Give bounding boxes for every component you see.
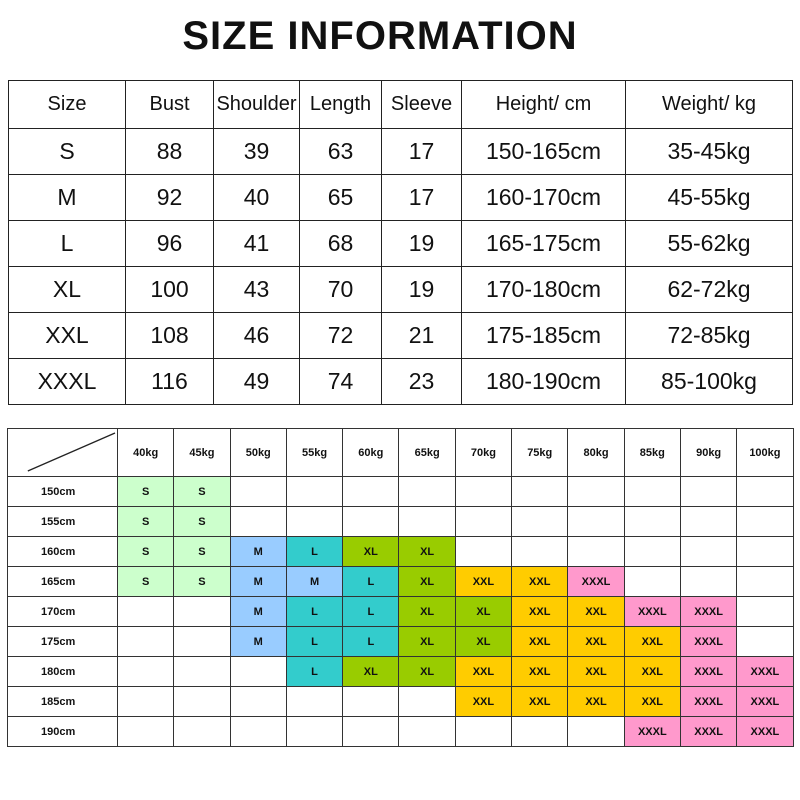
fit-chart-cell: S	[174, 537, 230, 567]
fit-chart-cell: XL	[399, 627, 455, 657]
fit-chart-cell	[624, 477, 680, 507]
size-table-cell: XXXL	[9, 359, 126, 405]
fit-chart-cell: M	[230, 627, 286, 657]
fit-chart-cell	[680, 477, 736, 507]
page-title: SIZE INFORMATION	[182, 14, 578, 58]
fit-chart-row	[8, 567, 794, 597]
fit-chart-cell: XXXL	[737, 717, 793, 747]
fit-chart-cell: S	[118, 477, 174, 507]
size-table-cell: 55-62kg	[626, 221, 793, 267]
fit-chart-cell: M	[230, 567, 286, 597]
size-table-cell: 70	[300, 267, 382, 313]
fit-chart-cell: S	[118, 537, 174, 567]
size-table-cell: 180-190cm	[462, 359, 626, 405]
size-table-cell: 63	[300, 129, 382, 175]
height-label-cell: 180cm	[8, 657, 118, 687]
fit-chart-cell: XXXL	[680, 717, 736, 747]
fit-chart-cell: L	[343, 627, 399, 657]
fit-chart-cell: L	[286, 537, 342, 567]
weight-header-cell: 50kg	[230, 429, 286, 477]
weight-header-cell: 85kg	[624, 429, 680, 477]
fit-chart-cell	[118, 687, 174, 717]
weight-header-cell: 65kg	[399, 429, 455, 477]
fit-chart-cell	[680, 567, 736, 597]
size-table-cell: 165-175cm	[462, 221, 626, 267]
size-table-cell: 100	[126, 267, 214, 313]
fit-chart-cell: XXL	[512, 627, 568, 657]
size-table-cell: 85-100kg	[626, 359, 793, 405]
size-table-header-row	[9, 81, 793, 129]
size-table-cell: 108	[126, 313, 214, 359]
size-table-cell: 21	[382, 313, 462, 359]
fit-chart-cell: XXL	[512, 657, 568, 687]
fit-chart-cell	[343, 717, 399, 747]
fit-chart-cell	[174, 717, 230, 747]
fit-chart-cell	[737, 537, 793, 567]
size-table-cell: 88	[126, 129, 214, 175]
fit-chart-cell: XXXL	[624, 717, 680, 747]
fit-chart-row	[8, 627, 794, 657]
size-table-cell: 96	[126, 221, 214, 267]
size-fit-chart	[7, 428, 794, 747]
fit-chart-cell	[568, 477, 624, 507]
size-table-cell: 45-55kg	[626, 175, 793, 221]
size-table-cell: 49	[214, 359, 300, 405]
size-information-table	[8, 80, 793, 405]
fit-chart-cell	[230, 717, 286, 747]
size-table-cell: 17	[382, 129, 462, 175]
weight-header-cell: 90kg	[680, 429, 736, 477]
fit-chart-cell	[174, 627, 230, 657]
fit-chart-cell	[230, 477, 286, 507]
fit-chart-cell	[174, 687, 230, 717]
fit-chart-cell	[512, 537, 568, 567]
size-table-cell: 41	[214, 221, 300, 267]
weight-header-cell: 55kg	[286, 429, 342, 477]
fit-chart-cell	[230, 687, 286, 717]
fit-chart-cell: XXL	[512, 567, 568, 597]
fit-chart-cell	[343, 507, 399, 537]
fit-chart-cell: XXL	[568, 627, 624, 657]
size-table-header-cell: Size	[9, 81, 126, 129]
fit-chart-cell	[680, 537, 736, 567]
size-table-row	[9, 129, 793, 175]
height-label-cell: 170cm	[8, 597, 118, 627]
size-table-cell: XXL	[9, 313, 126, 359]
size-table-cell: 62-72kg	[626, 267, 793, 313]
fit-chart-cell	[230, 657, 286, 687]
fit-chart-cell	[737, 507, 793, 537]
fit-chart-cell	[568, 537, 624, 567]
fit-chart-cell	[737, 627, 793, 657]
fit-chart-cell: XXL	[455, 657, 511, 687]
size-table-cell: S	[9, 129, 126, 175]
height-label-cell: 165cm	[8, 567, 118, 597]
size-table-cell: 43	[214, 267, 300, 313]
weight-header-cell: 75kg	[512, 429, 568, 477]
fit-chart-cell	[455, 477, 511, 507]
fit-chart-cell: XXL	[568, 687, 624, 717]
fit-chart-row	[8, 507, 794, 537]
fit-chart-cell: XXL	[455, 687, 511, 717]
fit-chart-row	[8, 597, 794, 627]
weight-header-cell: 45kg	[174, 429, 230, 477]
weight-header-cell: 80kg	[568, 429, 624, 477]
fit-chart-row	[8, 537, 794, 567]
height-label-cell: 175cm	[8, 627, 118, 657]
fit-chart-cell	[286, 507, 342, 537]
fit-chart-cell	[455, 717, 511, 747]
size-table-row	[9, 359, 793, 405]
fit-chart-row	[8, 717, 794, 747]
fit-chart-cell	[118, 597, 174, 627]
fit-chart-cell	[399, 477, 455, 507]
fit-chart-row	[8, 687, 794, 717]
fit-chart-cell	[399, 687, 455, 717]
fit-chart-cell: XXL	[624, 627, 680, 657]
fit-chart-cell: XL	[343, 657, 399, 687]
fit-chart-cell: XXL	[568, 657, 624, 687]
fit-chart-cell: XL	[455, 597, 511, 627]
weight-header-cell: 70kg	[455, 429, 511, 477]
fit-chart-cell	[737, 597, 793, 627]
size-table-cell: 72-85kg	[626, 313, 793, 359]
size-table-header-cell: Length	[300, 81, 382, 129]
height-label-cell: 185cm	[8, 687, 118, 717]
fit-chart-cell	[624, 537, 680, 567]
size-table-cell: 39	[214, 129, 300, 175]
fit-chart-cell	[286, 717, 342, 747]
fit-chart-cell	[118, 627, 174, 657]
size-table-header-cell: Height/ cm	[462, 81, 626, 129]
fit-chart-cell	[118, 657, 174, 687]
fit-chart-cell: XXXL	[680, 657, 736, 687]
fit-chart-cell: XL	[399, 597, 455, 627]
size-table-cell: 35-45kg	[626, 129, 793, 175]
fit-chart-cell: XXXL	[680, 687, 736, 717]
fit-chart-cell	[737, 567, 793, 597]
height-label-cell: 190cm	[8, 717, 118, 747]
weight-header-cell: 100kg	[737, 429, 793, 477]
fit-chart-cell: XL	[399, 657, 455, 687]
fit-chart-cell: M	[230, 537, 286, 567]
fit-chart-cell: M	[230, 597, 286, 627]
fit-chart-cell: XXL	[624, 657, 680, 687]
fit-chart-cell: XXXL	[568, 567, 624, 597]
fit-chart-cell: XXXL	[737, 657, 793, 687]
fit-chart-cell	[399, 507, 455, 537]
size-table-cell: 19	[382, 267, 462, 313]
fit-chart-cell	[455, 507, 511, 537]
size-table-cell: M	[9, 175, 126, 221]
size-table-cell: 23	[382, 359, 462, 405]
fit-chart-cell: XXL	[512, 597, 568, 627]
fit-chart-cell: M	[286, 567, 342, 597]
size-table-row	[9, 175, 793, 221]
size-table-header-cell: Sleeve	[382, 81, 462, 129]
fit-chart-cell	[512, 477, 568, 507]
fit-chart-cell	[512, 717, 568, 747]
weight-header-cell: 40kg	[118, 429, 174, 477]
size-table-cell: XL	[9, 267, 126, 313]
size-table-row	[9, 313, 793, 359]
fit-chart-cell: XL	[399, 537, 455, 567]
fit-chart-cell: XXXL	[737, 687, 793, 717]
size-table-cell: 116	[126, 359, 214, 405]
fit-chart-cell: XXXL	[680, 597, 736, 627]
fit-chart-cell: S	[174, 507, 230, 537]
size-table-cell: 46	[214, 313, 300, 359]
size-table-cell: 65	[300, 175, 382, 221]
fit-chart-row	[8, 657, 794, 687]
size-table-cell: 72	[300, 313, 382, 359]
fit-chart-row	[8, 477, 794, 507]
size-table-cell: 175-185cm	[462, 313, 626, 359]
size-table-cell: 92	[126, 175, 214, 221]
fit-chart-cell: L	[286, 597, 342, 627]
fit-chart-cell: L	[343, 597, 399, 627]
fit-chart-cell	[286, 687, 342, 717]
size-table-row	[9, 267, 793, 313]
fit-chart-cell	[399, 717, 455, 747]
fit-chart-cell	[737, 477, 793, 507]
fit-chart-corner-cell	[8, 429, 118, 477]
fit-chart-cell	[680, 507, 736, 537]
size-table-cell: 74	[300, 359, 382, 405]
fit-chart-cell	[512, 507, 568, 537]
size-table-cell: 19	[382, 221, 462, 267]
fit-chart-cell	[286, 477, 342, 507]
fit-chart-cell: XXXL	[624, 597, 680, 627]
size-table-cell: 160-170cm	[462, 175, 626, 221]
fit-chart-cell	[174, 657, 230, 687]
fit-chart-cell: S	[174, 567, 230, 597]
fit-chart-cell: XL	[343, 537, 399, 567]
size-table-cell: 68	[300, 221, 382, 267]
fit-chart-cell: XXXL	[680, 627, 736, 657]
fit-chart-cell: S	[118, 567, 174, 597]
fit-chart-cell	[343, 477, 399, 507]
fit-chart-cell	[230, 507, 286, 537]
size-table-row	[9, 221, 793, 267]
fit-chart-cell: XXL	[568, 597, 624, 627]
fit-chart-cell: L	[343, 567, 399, 597]
fit-chart-cell: L	[286, 657, 342, 687]
fit-chart-cell	[568, 507, 624, 537]
height-label-cell: 155cm	[8, 507, 118, 537]
size-table-cell: 170-180cm	[462, 267, 626, 313]
fit-chart-cell: S	[174, 477, 230, 507]
fit-chart-cell: L	[286, 627, 342, 657]
fit-chart-cell: XXL	[624, 687, 680, 717]
diagonal-divider	[8, 429, 117, 476]
fit-chart-cell: XXL	[455, 567, 511, 597]
height-label-cell: 150cm	[8, 477, 118, 507]
fit-chart-cell: XXL	[512, 687, 568, 717]
fit-chart-cell: XL	[455, 627, 511, 657]
size-table-header-cell: Shoulder	[214, 81, 300, 129]
size-table-cell: 150-165cm	[462, 129, 626, 175]
size-table-header-cell: Bust	[126, 81, 214, 129]
fit-chart-cell	[343, 687, 399, 717]
fit-chart-cell	[624, 567, 680, 597]
fit-chart-header-row	[8, 429, 794, 477]
weight-header-cell: 60kg	[343, 429, 399, 477]
fit-chart-cell	[174, 597, 230, 627]
fit-chart-cell	[118, 717, 174, 747]
height-label-cell: 160cm	[8, 537, 118, 567]
fit-chart-cell	[568, 717, 624, 747]
size-table-header-cell: Weight/ kg	[626, 81, 793, 129]
fit-chart-cell	[624, 507, 680, 537]
fit-chart-cell	[455, 537, 511, 567]
fit-chart-cell: S	[118, 507, 174, 537]
size-table-cell: L	[9, 221, 126, 267]
size-table-cell: 40	[214, 175, 300, 221]
fit-chart-cell: XL	[399, 567, 455, 597]
size-table-cell: 17	[382, 175, 462, 221]
